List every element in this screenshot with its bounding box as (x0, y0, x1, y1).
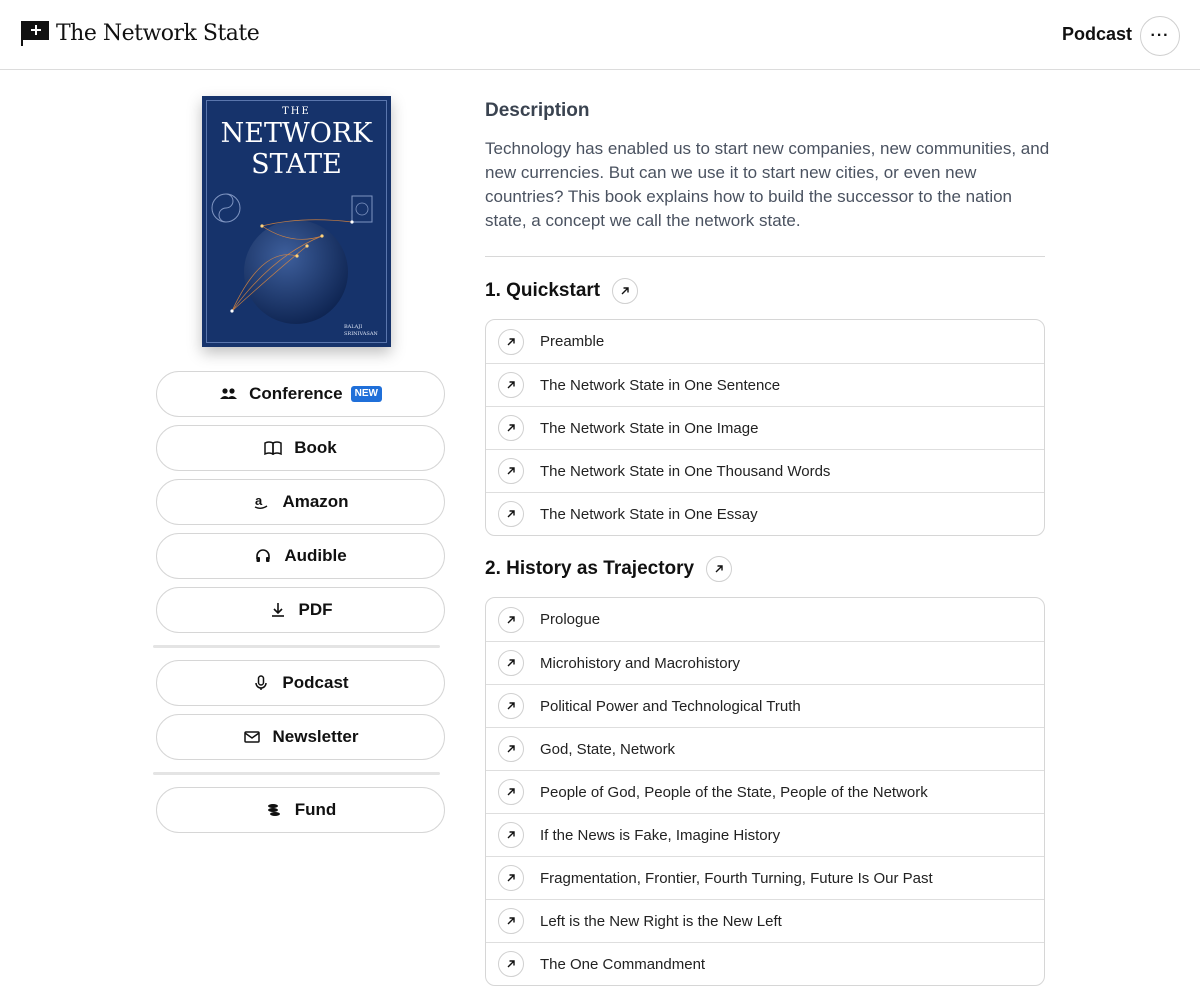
arrow-up-right-icon (498, 607, 524, 633)
chapter-row[interactable] (486, 492, 1044, 535)
mail-icon (243, 728, 261, 746)
microphone-icon (252, 674, 270, 692)
newsletter-label: Newsletter (272, 727, 359, 746)
fund-label: Fund (294, 800, 337, 819)
arrow-up-right-icon (498, 415, 524, 441)
arrow-up-right-icon (498, 951, 524, 977)
conference-label: Conference (249, 384, 343, 403)
headphones-icon (254, 547, 272, 565)
chapter-title: The Network State in One Thousand Words (540, 462, 831, 480)
chapter-row[interactable] (486, 406, 1044, 449)
new-badge: NEW (351, 386, 382, 402)
chapter-title: Microhistory and Macrohistory (540, 654, 741, 672)
site-logo[interactable] (20, 18, 259, 48)
chapter-row[interactable] (486, 363, 1044, 406)
chapter-title: Fragmentation, Frontier, Fourth Turning, Future Is Our Past (540, 869, 933, 887)
cover-title-line1: NETWORK (220, 118, 373, 149)
podcast-label: Podcast (282, 673, 349, 692)
book-cover[interactable] (202, 96, 391, 347)
arrow-up-right-icon (498, 693, 524, 719)
cover-the-text: THE (282, 106, 311, 117)
chapter-row[interactable] (486, 856, 1044, 899)
section-title: 1. Quickstart (485, 280, 601, 301)
chapter-title: People of God, People of the State, People of the Network (540, 783, 928, 801)
ellipsis-icon: ··· (1150, 27, 1170, 44)
coins-icon (265, 801, 283, 819)
pdf-button[interactable] (156, 587, 445, 633)
chapter-title: The Network State in One Image (540, 419, 759, 437)
newsletter-button[interactable] (156, 714, 445, 760)
arrow-up-right-icon (498, 372, 524, 398)
arrow-up-right-icon (498, 908, 524, 934)
top-header (0, 0, 1200, 70)
quickstart-list (485, 319, 1045, 536)
arrow-up-right-icon (498, 865, 524, 891)
chapter-title: Political Power and Technological Truth (540, 697, 801, 715)
chapter-title: Prologue (540, 611, 601, 628)
chapter-title: The One Commandment (540, 955, 706, 973)
arrow-up-right-icon (498, 458, 524, 484)
book-button[interactable] (156, 425, 445, 471)
amazon-label: Amazon (282, 492, 349, 511)
arrow-up-right-icon (498, 329, 524, 355)
people-icon (219, 385, 237, 403)
chapter-title: The Network State in One Essay (540, 505, 758, 523)
chapter-title: Left is the New Right is the New Left (540, 912, 782, 930)
chapter-row[interactable] (486, 320, 1044, 363)
chapter-row[interactable] (486, 942, 1044, 985)
description-text: Technology has enabled us to start new companies, new communities, and new currencies. But can we use it to start new cities, or even new countries? This book explains how to build the successor to the nation state, a concept we call the network state. (485, 139, 1050, 230)
download-icon (269, 601, 287, 619)
arrow-up-right-icon (498, 501, 524, 527)
description-divider (485, 256, 1045, 257)
book-label: Book (294, 438, 337, 457)
chapter-row[interactable] (486, 770, 1044, 813)
description-heading: Description (485, 100, 590, 121)
chapter-row[interactable] (486, 813, 1044, 856)
arrow-up-right-icon (498, 779, 524, 805)
chapter-title: Preamble (540, 333, 605, 350)
chapter-row[interactable] (486, 598, 1044, 641)
flag-plus-icon (20, 18, 50, 48)
podcast-button[interactable] (156, 660, 445, 706)
audible-button[interactable] (156, 533, 445, 579)
svg-text:a: a (255, 494, 263, 508)
section-quickstart-heading[interactable] (485, 278, 638, 304)
nav-podcast-link[interactable]: Podcast (1062, 24, 1133, 44)
section-title: 2. History as Trajectory (485, 558, 695, 579)
sidebar-divider (153, 772, 440, 775)
site-title: The Network State (56, 20, 260, 46)
chapter-row[interactable] (486, 449, 1044, 492)
book-icon (264, 439, 282, 457)
audible-label: Audible (284, 546, 347, 565)
chapter-row[interactable] (486, 684, 1044, 727)
chapter-title: If the News is Fake, Imagine History (540, 826, 781, 844)
arrow-up-right-icon (498, 822, 524, 848)
arrow-up-right-icon (498, 736, 524, 762)
fund-button[interactable] (156, 787, 445, 833)
cover-title-line2: STATE (251, 149, 342, 180)
section-history-heading[interactable] (485, 556, 732, 582)
chapter-title: The Network State in One Sentence (540, 376, 781, 394)
amazon-button[interactable] (156, 479, 445, 525)
conference-button[interactable] (156, 371, 445, 417)
arrow-up-right-icon[interactable] (706, 556, 732, 582)
arrow-up-right-icon[interactable] (612, 278, 638, 304)
history-list (485, 597, 1045, 986)
chapter-row[interactable] (486, 641, 1044, 684)
pdf-label: PDF (298, 600, 333, 619)
arrow-up-right-icon (498, 650, 524, 676)
chapter-row[interactable] (486, 899, 1044, 942)
chapter-row[interactable] (486, 727, 1044, 770)
amazon-icon (252, 493, 270, 511)
more-options-button[interactable] (1140, 16, 1180, 56)
chapter-title: God, State, Network (540, 740, 676, 758)
sidebar-divider (153, 645, 440, 648)
cover-author: BALAJI SRINIVASAN (344, 324, 378, 337)
